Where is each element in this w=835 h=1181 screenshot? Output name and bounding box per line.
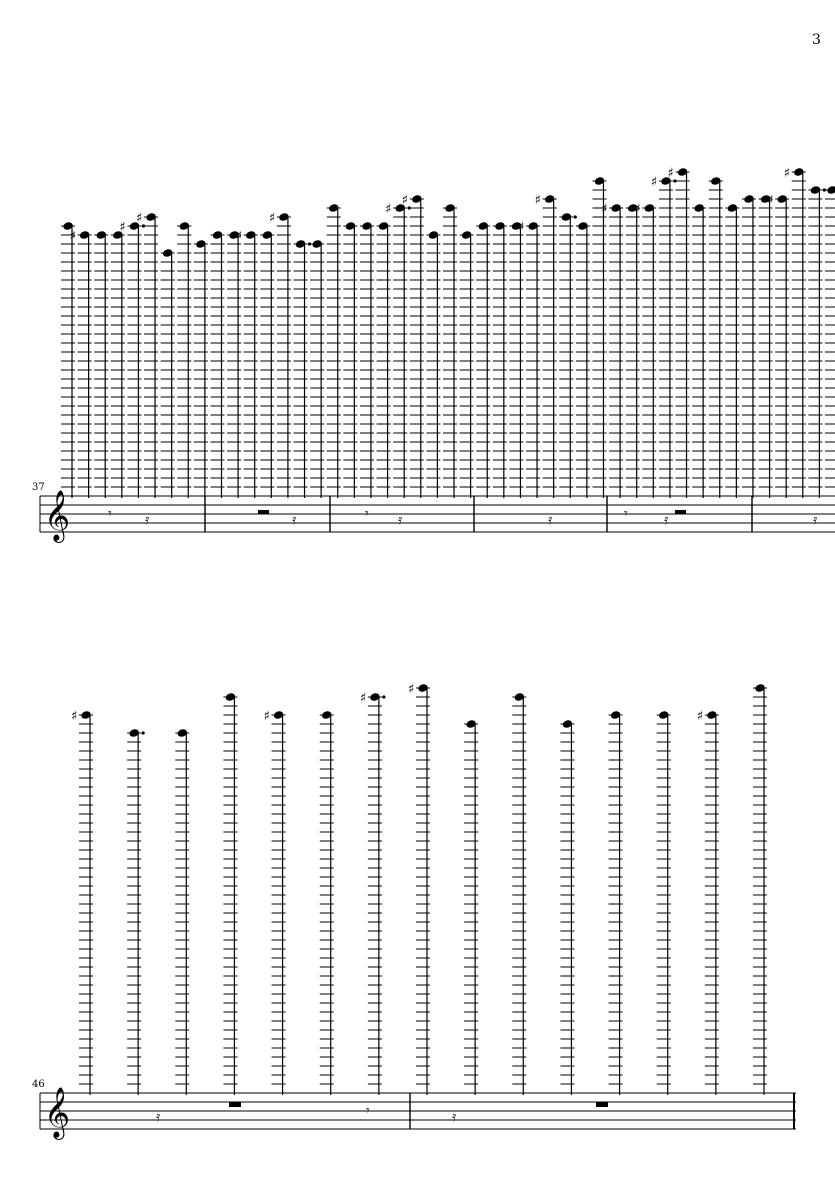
note (269, 211, 291, 498)
augmentation-dot (382, 695, 385, 698)
sixteenth-rest-icon: 𝄿 (813, 512, 818, 528)
note (61, 221, 75, 498)
note (136, 211, 158, 498)
note (576, 221, 590, 498)
sharp-icon: ♯ (518, 220, 525, 235)
sharp-icon: ♯ (534, 193, 541, 208)
page-number: 3 (812, 32, 821, 48)
sharp-icon: ♯ (783, 166, 791, 181)
sixteenth-rest-icon: 𝄿 (292, 512, 297, 528)
note (476, 221, 490, 498)
sharp-icon: ♯ (268, 211, 276, 226)
eighth-rest-icon: 𝄾 (624, 506, 628, 522)
note (71, 709, 93, 1095)
sharp-icon: ♯ (359, 691, 367, 706)
note (759, 194, 773, 498)
note (360, 221, 374, 498)
note (651, 175, 677, 498)
sixteenth-rest-icon: 𝄿 (664, 512, 669, 528)
eighth-rest-icon: 𝄾 (366, 1103, 370, 1119)
note (825, 185, 835, 498)
rests-system-2 (156, 1102, 608, 1125)
note (668, 166, 690, 498)
note (692, 203, 706, 498)
note (320, 710, 334, 1095)
note (343, 221, 357, 498)
note (127, 728, 145, 1095)
sharp-icon: ♯ (385, 202, 392, 217)
note (236, 229, 258, 498)
note (512, 692, 526, 1095)
note (784, 166, 806, 498)
eighth-rest-icon: 𝄾 (365, 506, 369, 522)
measure-number-system-1: 37 (32, 482, 45, 493)
rests-system-1 (108, 506, 818, 528)
sharp-icon: ♯ (601, 202, 608, 217)
sharp-icon: ♯ (667, 166, 674, 181)
note (175, 728, 189, 1095)
sharp-icon: ♯ (119, 220, 126, 235)
note (385, 202, 411, 498)
note (194, 239, 208, 498)
note (408, 682, 430, 1095)
note (493, 221, 507, 498)
whole-rest-icon (229, 1102, 241, 1107)
note (601, 202, 623, 498)
note (227, 230, 241, 498)
note (634, 202, 656, 498)
sixteenth-rest-icon: 𝄿 (156, 1109, 161, 1125)
measure-number-system-2: 46 (32, 1079, 45, 1090)
note (443, 203, 457, 498)
note (94, 230, 108, 498)
note (327, 203, 341, 498)
note (535, 193, 557, 498)
augmentation-dot (142, 731, 145, 734)
note (111, 230, 125, 498)
sharp-icon: ♯ (235, 229, 242, 244)
note (609, 710, 623, 1095)
sixteenth-rest-icon: 𝄿 (548, 512, 553, 528)
note (709, 176, 723, 498)
augmentation-dot (574, 215, 577, 218)
note (377, 221, 391, 498)
note (697, 709, 719, 1095)
note (161, 248, 175, 498)
note (592, 176, 606, 498)
note (223, 692, 237, 1095)
note (725, 203, 739, 498)
sharp-icon: ♯ (71, 709, 78, 724)
note (560, 719, 574, 1095)
note (260, 230, 274, 498)
note (460, 230, 474, 498)
sharp-icon: ♯ (696, 709, 704, 724)
note (808, 185, 826, 498)
sixteenth-rest-icon: 𝄿 (452, 1109, 457, 1125)
note (210, 230, 224, 498)
sharp-icon: ♯ (263, 709, 270, 724)
note (464, 719, 478, 1095)
note (657, 710, 671, 1095)
note (177, 221, 191, 498)
note (360, 691, 386, 1095)
half-rest-icon (258, 510, 269, 514)
treble-clef-icon: 𝄞 (44, 1087, 71, 1138)
note (742, 194, 756, 498)
sharp-icon: ♯ (767, 193, 774, 208)
sharp-icon: ♯ (401, 193, 409, 208)
treble-clef-icon: 𝄞 (44, 490, 71, 541)
eighth-rest-icon: 𝄾 (108, 506, 112, 522)
sharp-icon: ♯ (650, 175, 658, 190)
sharp-icon: ♯ (69, 229, 76, 244)
note (402, 193, 424, 498)
half-rest-icon (675, 510, 686, 514)
note (626, 203, 640, 498)
staff-system-2 (40, 1093, 796, 1129)
sharp-icon: ♯ (408, 682, 415, 697)
sixteenth-rest-icon: 𝄿 (145, 512, 150, 528)
whole-rest-icon (596, 1102, 608, 1107)
note (767, 193, 789, 498)
notes-layer (61, 166, 835, 1095)
notehead (826, 185, 835, 195)
note (294, 239, 312, 498)
staff-system-1 (40, 496, 835, 532)
note (70, 229, 92, 498)
sharp-icon: ♯ (634, 202, 641, 217)
note (264, 709, 286, 1095)
note (426, 230, 440, 498)
note (310, 239, 324, 498)
sixteenth-rest-icon: 𝄿 (398, 512, 403, 528)
note (753, 683, 767, 1095)
note (509, 221, 523, 498)
sharp-icon: ♯ (136, 211, 143, 226)
note (559, 212, 577, 498)
